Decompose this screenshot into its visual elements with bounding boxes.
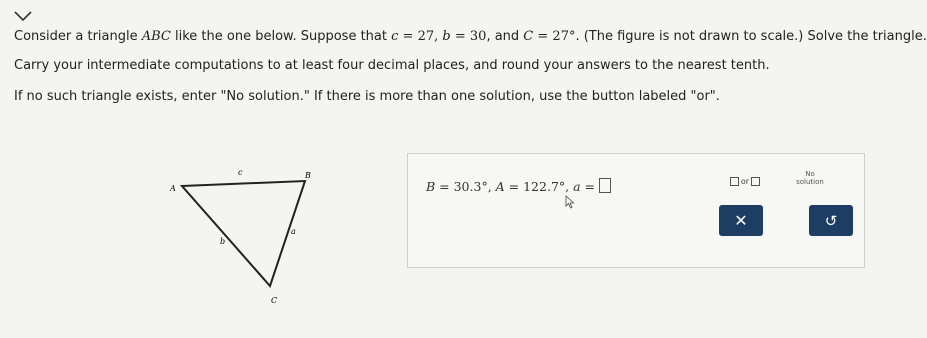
problem-text: Consider a triangle <box>14 29 142 44</box>
or-label: or <box>740 176 750 186</box>
undo-icon: ↺ <box>824 211 838 230</box>
degree-unit: ° <box>558 179 566 194</box>
undo-button[interactable] <box>809 205 853 236</box>
angle-B-value: 30.3 <box>453 179 482 194</box>
value-C: 27° <box>552 29 576 44</box>
chevron-down-icon[interactable] <box>14 10 32 22</box>
problem-line-1: Consider a triangle ABC like the one below. Suppose that c = 27, b = 30, and C = 27°. (The figure is not drawn to scale.) Solve the triangle. <box>14 29 927 44</box>
or-button[interactable] <box>728 173 762 189</box>
problem-text: like the one below. Suppose that <box>170 29 392 44</box>
var-C: C <box>523 29 534 44</box>
no-solution-button[interactable] <box>793 170 827 186</box>
problem-line-3: If no such triangle exists, enter "No solution." If there is more than one solution, use the button labeled "or". <box>14 89 720 104</box>
triangle-name: ABC <box>141 29 171 44</box>
answer-box <box>407 153 865 268</box>
vertex-C-label: C <box>271 296 278 305</box>
angle-A-label: A <box>495 179 505 194</box>
angle-A-value: 122.7 <box>523 179 559 194</box>
mouse-cursor-icon <box>565 195 576 209</box>
box-icon <box>751 177 760 186</box>
clear-button[interactable] <box>719 205 763 236</box>
no-solution-label: solution <box>796 178 824 186</box>
triangle-shape <box>182 181 305 286</box>
problem-line-2: Carry your intermediate computations to at least four decimal places, and round your answers to the nearest tenth. <box>14 58 770 73</box>
var-c: c <box>391 29 399 44</box>
triangle-figure <box>165 166 325 316</box>
close-icon: ✕ <box>734 211 748 230</box>
side-a-input[interactable] <box>599 178 611 193</box>
angle-B-label: B <box>426 179 436 194</box>
side-c-label: c <box>238 168 243 177</box>
vertex-B-label: B <box>305 171 311 180</box>
side-a-answer-label: a <box>573 179 581 194</box>
problem-text: . (The figure is not drawn to scale.) Solve the triangle. <box>575 29 927 44</box>
degree-unit: ° <box>481 179 488 194</box>
side-b-label: b <box>220 237 226 246</box>
no-solution-label: No <box>805 170 815 178</box>
box-icon <box>730 177 739 186</box>
problem-text: , and <box>486 29 524 44</box>
answer-expression[interactable]: B = 30.3°, A = 122.7°, a = <box>426 178 611 194</box>
var-b: b <box>442 29 451 44</box>
vertex-A-label: A <box>170 184 176 193</box>
side-a-label: a <box>291 227 296 236</box>
value-b: 30 <box>469 29 487 44</box>
value-c: 27 <box>417 29 435 44</box>
